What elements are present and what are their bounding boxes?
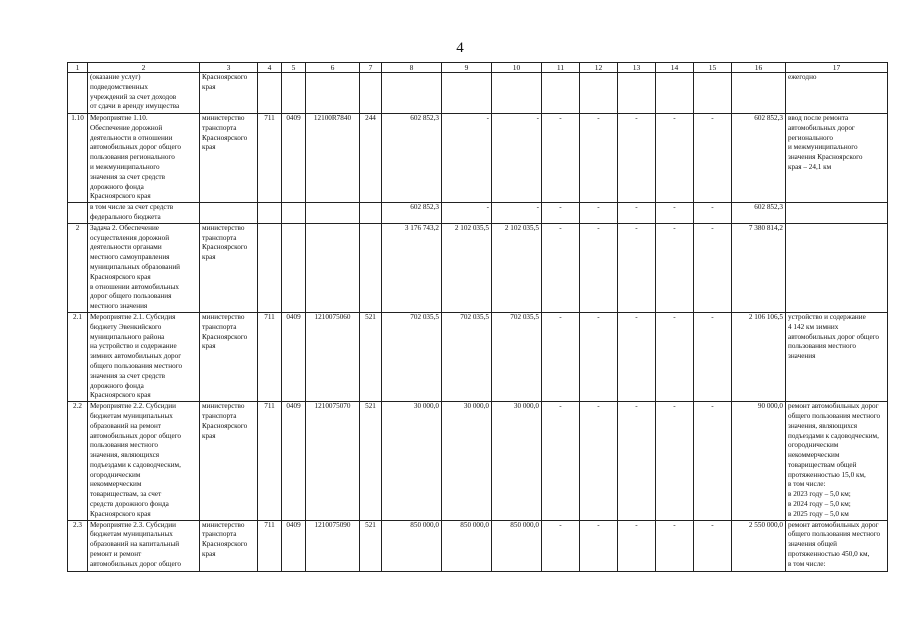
table-cell-col-9	[442, 73, 492, 114]
table-cell-col-12: -	[580, 312, 618, 401]
table-cell-col-17: ремонт автомобильных дорог общего пользования местного значения, являющихся подъездами к садоводческим, огородническим некоммерческим товариществам общей протяженностью 15,0 км, в том числе: в 2023 году – 5,0 км; в 2024 году – 5,0 км; в 2025 году – 5,0 км	[786, 402, 888, 521]
table-row	[68, 520, 888, 571]
header-col-7: 7	[360, 63, 382, 73]
header-col-4: 4	[258, 63, 282, 73]
table-cell-col-8: 850 000,0	[382, 520, 442, 571]
table-cell-col-5: 0409	[282, 520, 306, 571]
table-cell-col-7: 521	[360, 312, 382, 401]
table-cell-col-17: ремонт автомобильных дорог общего пользования местного значения общей протяженностью 450,0 км, в том числе:	[786, 520, 888, 571]
table-cell-col-14: -	[656, 520, 694, 571]
budget-table	[67, 62, 888, 572]
table-cell-col-11	[542, 73, 580, 114]
table-cell-col-11: -	[542, 402, 580, 521]
table-cell-col-15	[694, 73, 732, 114]
table-cell-col-15: -	[694, 312, 732, 401]
table-cell-col-9: 2 102 035,5	[442, 223, 492, 312]
table-cell-col-17	[786, 203, 888, 224]
table-cell-col-13: -	[618, 203, 656, 224]
table-cell-col-10: -	[492, 114, 542, 203]
header-col-2: 2	[88, 63, 200, 73]
header-col-15: 15	[694, 63, 732, 73]
header-col-17: 17	[786, 63, 888, 73]
table-cell-col-2: Задача 2. Обеспечение осуществления дорожной деятельности органами местного самоуправления муниципальных образований Красноярского края в отношении автомобильных дорог общего пользования местного значения	[88, 223, 200, 312]
table-cell-col-3: министерство транспорта Красноярского края	[200, 402, 258, 521]
table-cell-col-15: -	[694, 114, 732, 203]
table-cell-col-14: -	[656, 223, 694, 312]
table-cell-col-7	[360, 73, 382, 114]
table-cell-col-14	[656, 73, 694, 114]
table-body	[68, 73, 888, 572]
table-cell-col-13: -	[618, 312, 656, 401]
table-cell-col-14: -	[656, 402, 694, 521]
table-cell-col-2: Мероприятие 2.2. Субсидии бюджетам муниципальных образований на ремонт автомобильных дорог общего пользования местного значения, являющихся подъездами к садоводческим, огородническим некоммерческим товариществам, за счет средств дорожного фонда Красноярского края	[88, 402, 200, 521]
table-cell-col-1: 2.2	[68, 402, 88, 521]
header-col-3: 3	[200, 63, 258, 73]
table-cell-col-11: -	[542, 223, 580, 312]
table-cell-col-7	[360, 203, 382, 224]
table-cell-col-9: 850 000,0	[442, 520, 492, 571]
table-cell-col-7: 521	[360, 402, 382, 521]
header-col-14: 14	[656, 63, 694, 73]
table-row	[68, 203, 888, 224]
table-cell-col-10: 702 035,5	[492, 312, 542, 401]
table-cell-col-7	[360, 223, 382, 312]
page-number: 4	[456, 40, 464, 56]
table-cell-col-5: 0409	[282, 114, 306, 203]
table-cell-col-13: -	[618, 402, 656, 521]
table-cell-col-4: 711	[258, 114, 282, 203]
table-cell-col-2: (оказание услуг) подведомственных учреждений за счет доходов от сдачи в аренду имущества	[88, 73, 200, 114]
table-cell-col-1: 2	[68, 223, 88, 312]
table-cell-col-12: -	[580, 223, 618, 312]
table-cell-col-6	[306, 223, 360, 312]
table-cell-col-13	[618, 73, 656, 114]
table-cell-col-12: -	[580, 520, 618, 571]
table-cell-col-10: 850 000,0	[492, 520, 542, 571]
table-cell-col-8	[382, 73, 442, 114]
table-cell-col-4: 711	[258, 312, 282, 401]
table-cell-col-16: 7 380 814,2	[732, 223, 786, 312]
table-cell-col-8: 602 852,3	[382, 203, 442, 224]
table-cell-col-15: -	[694, 402, 732, 521]
table-cell-col-4	[258, 203, 282, 224]
header-col-9: 9	[442, 63, 492, 73]
table-cell-col-8: 3 176 743,2	[382, 223, 442, 312]
table-cell-col-15: -	[694, 203, 732, 224]
table-cell-col-1	[68, 73, 88, 114]
table-cell-col-10: -	[492, 203, 542, 224]
table-cell-col-9: 702 035,5	[442, 312, 492, 401]
table-cell-col-16: 602 852,3	[732, 203, 786, 224]
table-header	[68, 63, 888, 73]
table-cell-col-5	[282, 223, 306, 312]
table-cell-col-10: 30 000,0	[492, 402, 542, 521]
table-cell-col-16: 90 000,0	[732, 402, 786, 521]
table-cell-col-2: Мероприятие 1.10. Обеспечение дорожной деятельности в отношении автомобильных дорог общего пользования регионального и межмуниципального значения за счет средств дорожного фонда Красноярского края	[88, 114, 200, 203]
table-cell-col-17: устройство и содержание 4 142 км зимних автомобильных дорог общего пользования местного значения	[786, 312, 888, 401]
table-cell-col-10: 2 102 035,5	[492, 223, 542, 312]
table-cell-col-7: 244	[360, 114, 382, 203]
header-col-1: 1	[68, 63, 88, 73]
table-cell-col-13: -	[618, 223, 656, 312]
table-cell-col-1: 2.1	[68, 312, 88, 401]
table-cell-col-11: -	[542, 203, 580, 224]
table-cell-col-12	[580, 73, 618, 114]
table-cell-col-8: 30 000,0	[382, 402, 442, 521]
table-cell-col-3: министерство транспорта Красноярского края	[200, 520, 258, 571]
table-cell-col-16: 2 550 000,0	[732, 520, 786, 571]
table-cell-col-9: -	[442, 114, 492, 203]
table-cell-col-14: -	[656, 312, 694, 401]
table-cell-col-4: 711	[258, 520, 282, 571]
table-row	[68, 114, 888, 203]
table-cell-col-11: -	[542, 312, 580, 401]
table-cell-col-3: министерство транспорта Красноярского края	[200, 114, 258, 203]
table-cell-col-4: 711	[258, 402, 282, 521]
table-row	[68, 223, 888, 312]
header-col-6: 6	[306, 63, 360, 73]
header-col-10: 10	[492, 63, 542, 73]
table-cell-col-7: 521	[360, 520, 382, 571]
header-col-16: 16	[732, 63, 786, 73]
table-cell-col-8: 602 852,3	[382, 114, 442, 203]
table-cell-col-1: 1.10	[68, 114, 88, 203]
header-col-8: 8	[382, 63, 442, 73]
table-cell-col-5	[282, 203, 306, 224]
header-row	[68, 63, 888, 73]
table-cell-col-6: 1210075090	[306, 520, 360, 571]
table-cell-col-3: министерство транспорта Красноярского края	[200, 312, 258, 401]
table-cell-col-17	[786, 223, 888, 312]
table-row	[68, 402, 888, 521]
table-cell-col-5: 0409	[282, 402, 306, 521]
table-cell-col-12: -	[580, 203, 618, 224]
table-cell-col-2: Мероприятие 2.1. Субсидия бюджету Эвенкийского муниципального района на устройство и содержание зимних автомобильных дорог общего пользования местного значения за счет средств дорожного фонда Красноярского края	[88, 312, 200, 401]
table-cell-col-13: -	[618, 114, 656, 203]
table-cell-col-5: 0409	[282, 312, 306, 401]
table-cell-col-5	[282, 73, 306, 114]
table-cell-col-2: Мероприятие 2.3. Субсидии бюджетам муниципальных образований на капитальный ремонт и ремонт автомобильных дорог общего	[88, 520, 200, 571]
table-cell-col-2: в том числе за счет средств федерального бюджета	[88, 203, 200, 224]
table-cell-col-13: -	[618, 520, 656, 571]
table-cell-col-11: -	[542, 520, 580, 571]
table-cell-col-14: -	[656, 114, 694, 203]
table-cell-col-16: 602 852,3	[732, 114, 786, 203]
table-cell-col-14: -	[656, 203, 694, 224]
table-cell-col-8: 702 035,5	[382, 312, 442, 401]
table-cell-col-6	[306, 73, 360, 114]
table-cell-col-12: -	[580, 402, 618, 521]
table-cell-col-17: ежегодно	[786, 73, 888, 114]
table-cell-col-4	[258, 223, 282, 312]
table-cell-col-11: -	[542, 114, 580, 203]
table-cell-col-10	[492, 73, 542, 114]
header-col-13: 13	[618, 63, 656, 73]
header-col-12: 12	[580, 63, 618, 73]
table-cell-col-6: 1210075060	[306, 312, 360, 401]
header-col-5: 5	[282, 63, 306, 73]
table-row	[68, 312, 888, 401]
table-row	[68, 73, 888, 114]
header-col-11: 11	[542, 63, 580, 73]
table-cell-col-9: 30 000,0	[442, 402, 492, 521]
table-cell-col-6: 12100R7840	[306, 114, 360, 203]
table-cell-col-16	[732, 73, 786, 114]
table-cell-col-4	[258, 73, 282, 114]
table-cell-col-3: министерство транспорта Красноярского края	[200, 223, 258, 312]
table-cell-col-6	[306, 203, 360, 224]
table-cell-col-15: -	[694, 223, 732, 312]
table-cell-col-3: Красноярского края	[200, 73, 258, 114]
table-cell-col-15: -	[694, 520, 732, 571]
table-cell-col-12: -	[580, 114, 618, 203]
table-cell-col-17: ввод после ремонта автомобильных дорог регионального и межмуниципального значения Красноярского края – 24,1 км	[786, 114, 888, 203]
table-cell-col-9: -	[442, 203, 492, 224]
table-cell-col-16: 2 106 106,5	[732, 312, 786, 401]
table-cell-col-1	[68, 203, 88, 224]
table-cell-col-6: 1210075070	[306, 402, 360, 521]
table-cell-col-3	[200, 203, 258, 224]
table-cell-col-1: 2.3	[68, 520, 88, 571]
